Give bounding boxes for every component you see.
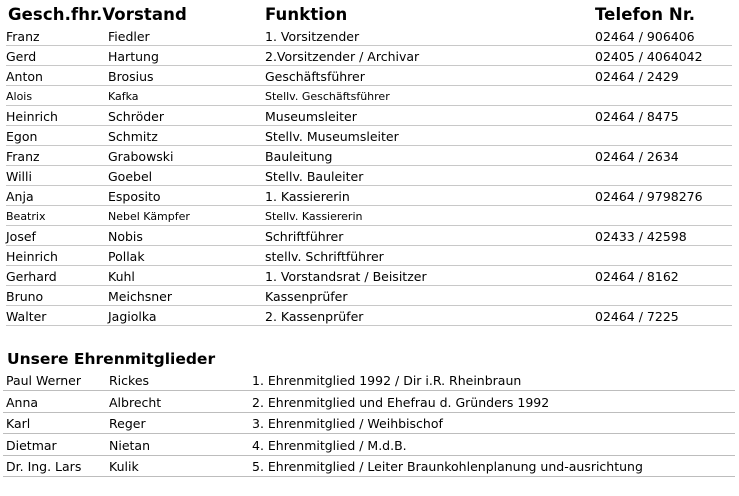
function: Museumsleiter [265, 109, 357, 124]
table-row [6, 206, 732, 226]
table-row [6, 166, 732, 186]
last-name: Brosius [108, 69, 154, 84]
table-row [6, 46, 732, 66]
table-row [6, 286, 732, 306]
honorary-description: 1. Ehrenmitglied 1992 / Dir i.R. Rheinbraun [252, 373, 522, 388]
honorary-description: 4. Ehrenmitglied / M.d.B. [252, 437, 407, 453]
function: Stellv. Kassiererin [265, 210, 363, 223]
first-name: Gerd [6, 49, 37, 64]
first-name: Anna [6, 394, 39, 410]
last-name: Esposito [108, 189, 161, 204]
function: 2. Kassenprüfer [265, 309, 364, 324]
last-name: Kulik [109, 459, 139, 474]
table-row [6, 146, 732, 166]
first-name: Bruno [6, 289, 44, 304]
first-name: Franz [6, 149, 40, 164]
function: Stellv. Bauleiter [265, 169, 364, 184]
header-function: Funktion [265, 5, 348, 24]
first-name: Gerhard [6, 269, 57, 284]
table-row [6, 306, 732, 326]
table-row [6, 86, 732, 106]
phone-number: 02464 / 9798276 [595, 189, 703, 204]
last-name: Fiedler [108, 29, 150, 44]
table-row [6, 106, 732, 126]
honorary-description: 2. Ehrenmitglied und Ehefrau d. Gründers 1992 [252, 394, 550, 410]
function: 1. Kassiererin [265, 189, 350, 204]
header-board: Gesch.fhr.Vorstand [8, 5, 187, 24]
first-name: Dietmar [6, 437, 57, 453]
first-name: Beatrix [6, 210, 46, 223]
first-name: Franz [6, 29, 40, 44]
function: Stellv. Geschäftsführer [265, 90, 390, 103]
first-name: Anja [6, 189, 34, 204]
function: Stellv. Museumsleiter [265, 129, 399, 144]
first-name: Paul Werner [6, 373, 81, 388]
phone-number: 02464 / 8475 [595, 109, 679, 124]
last-name: Nietan [109, 437, 150, 453]
first-name: Heinrich [6, 249, 58, 264]
phone-number: 02464 / 906406 [595, 29, 695, 44]
honorary-description: 3. Ehrenmitglied / Weihbischof [252, 416, 443, 431]
last-name: Meichsner [108, 289, 173, 304]
function: 1. Vorsitzender [265, 29, 360, 44]
first-name: Walter [6, 309, 47, 324]
last-name: Jagiolka [108, 309, 157, 324]
last-name: Nobis [108, 229, 143, 244]
phone-number: 02464 / 2429 [595, 69, 679, 84]
phone-number: 02405 / 4064042 [595, 49, 703, 64]
last-name: Pollak [108, 249, 145, 264]
first-name: Alois [6, 90, 33, 103]
last-name: Albrecht [109, 394, 162, 410]
last-name: Kuhl [108, 269, 135, 284]
last-name: Hartung [108, 49, 159, 64]
table-row [6, 26, 732, 46]
table-row [3, 413, 735, 434]
table-row [3, 370, 735, 391]
first-name: Egon [6, 129, 38, 144]
table-row [6, 246, 732, 266]
phone-number: 02464 / 7225 [595, 309, 679, 324]
function: stellv. Schriftführer [265, 249, 384, 264]
table-row [6, 186, 732, 206]
honorary-members-heading: Unsere Ehrenmitglieder [7, 350, 216, 368]
last-name: Schmitz [108, 129, 158, 144]
function: Schriftführer [265, 229, 344, 244]
function: Geschäftsführer [265, 69, 365, 84]
first-name: Josef [6, 229, 36, 244]
phone-number: 02464 / 8162 [595, 269, 679, 284]
function: 2.Vorsitzender / Archivar [265, 49, 420, 64]
last-name: Grabowski [108, 149, 174, 164]
header-phone: Telefon Nr. [595, 5, 696, 24]
last-name: Nebel Kämpfer [108, 210, 190, 223]
table-row [3, 392, 735, 413]
last-name: Rickes [109, 373, 150, 388]
first-name: Dr. Ing. Lars [6, 459, 82, 474]
table-row [6, 126, 732, 146]
table-row [6, 66, 732, 86]
first-name: Heinrich [6, 109, 58, 124]
table-row [3, 435, 735, 456]
table-row [6, 226, 732, 246]
first-name: Willi [6, 169, 32, 184]
last-name: Reger [109, 416, 146, 431]
last-name: Goebel [108, 169, 153, 184]
function: Bauleitung [265, 149, 333, 164]
first-name: Karl [6, 416, 31, 431]
last-name: Schröder [108, 109, 165, 124]
table-row [6, 266, 732, 286]
first-name: Anton [6, 69, 43, 84]
phone-number: 02464 / 2634 [595, 149, 679, 164]
honorary-description: 5. Ehrenmitglied / Leiter Braunkohlenplanung und-ausrichtung [252, 459, 643, 474]
table-row [3, 456, 735, 477]
function: 1. Vorstandsrat / Beisitzer [265, 269, 427, 284]
phone-number: 02433 / 42598 [595, 229, 687, 244]
function: Kassenprüfer [265, 289, 348, 304]
last-name: Kafka [108, 90, 139, 103]
